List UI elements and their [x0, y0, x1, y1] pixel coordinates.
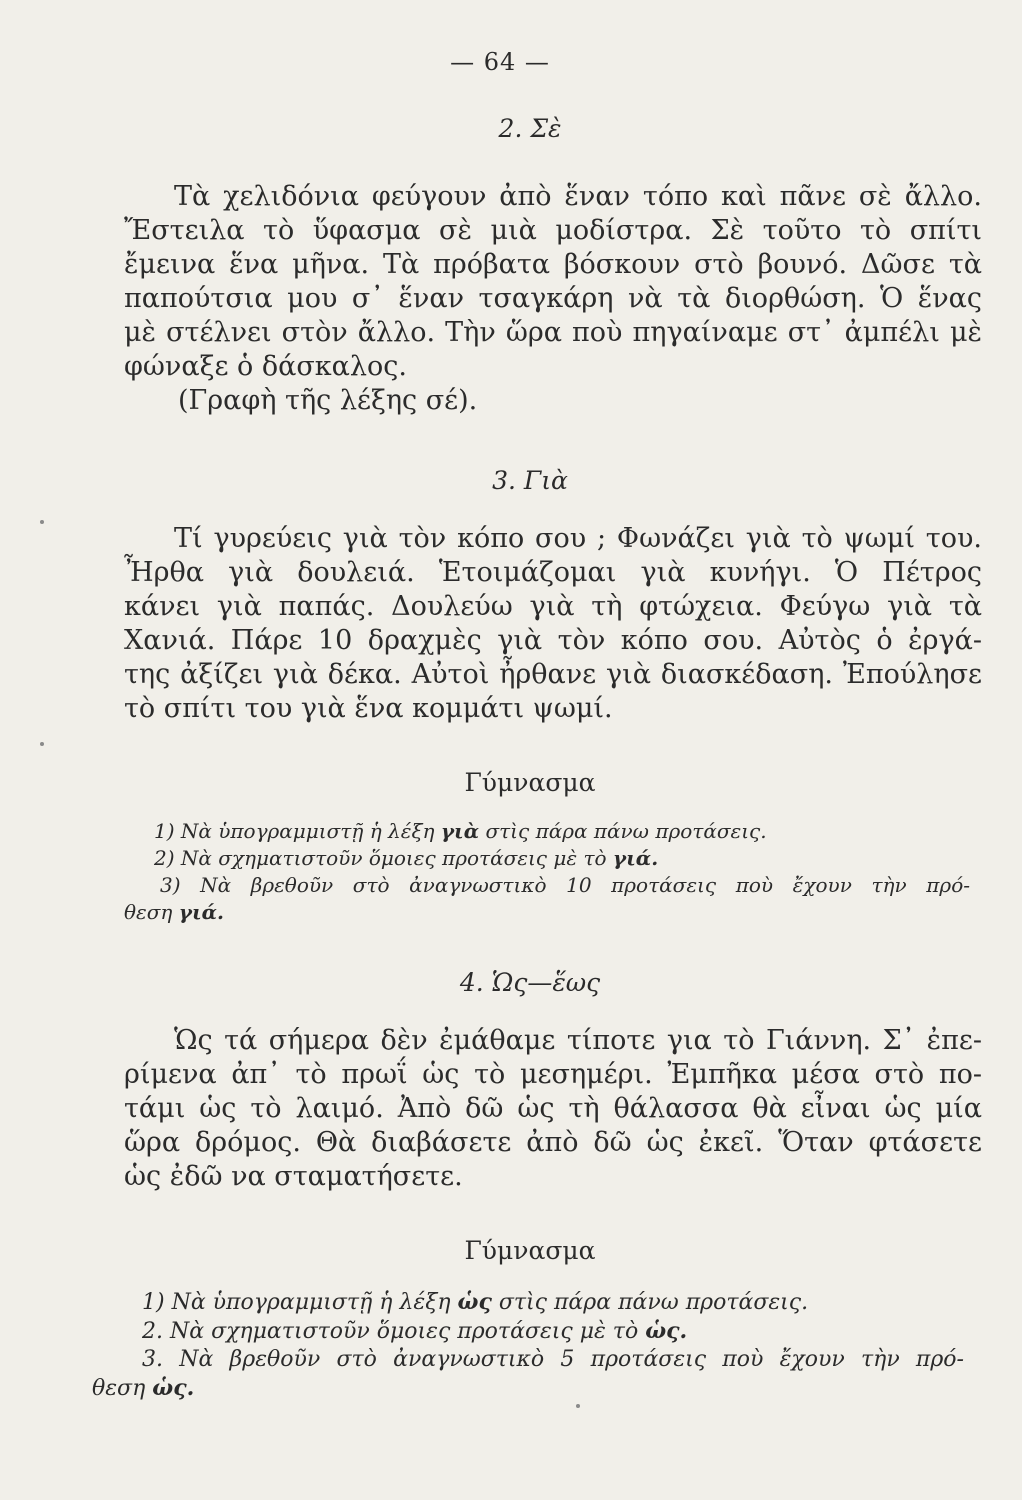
- print-speck: [576, 1404, 580, 1408]
- paragraph-line: ὥρα δρόμος. Θὰ διαβάσετε ἀπὸ δῶ ὡς ἐκεῖ. Ὅταν φτάσετε: [124, 1127, 982, 1158]
- page-number: — 64 —: [450, 48, 550, 76]
- exercise-2-heading: Γύμνασμα: [464, 1236, 596, 1265]
- paragraph-line: ὡς ἐδῶ να σταματήσετε.: [124, 1161, 463, 1192]
- section-2-caption: (Γραφὴ τῆς λέξης σέ).: [178, 385, 478, 416]
- exercise-item: 3. Νὰ βρεθοῦν στὸ ἀναγνωστικὸ 5 προτάσεις ποὺ ἔχουν τὴν πρό-: [142, 1347, 964, 1372]
- paragraph-line: Τὰ χελιδόνια φεύγουν ἀπὸ ἕναν τόπο καὶ πᾶνε σὲ ἄλλο.: [174, 181, 982, 212]
- paragraph-line: Ἦρθα γιὰ δουλειά. Ἑτοιμάζομαι γιὰ κυνήγι. Ὁ Πέτρος: [124, 557, 982, 588]
- exercise-item: 2. Νὰ σχηματιστοῦν ὅμοιες προτάσεις μὲ τὸ ὡς.: [142, 1318, 688, 1344]
- exercise-1-list: [124, 818, 970, 926]
- section-2-heading: 2. Σὲ: [498, 114, 562, 143]
- exercise-item: 1) Νὰ ὑπογραμμιστῇ ἡ λέξη γιὰ στὶς πάρα πάνω προτάσεις.: [154, 819, 767, 843]
- paragraph-line: παπούτσια μου σ᾽ ἕναν τσαγκάρη νὰ τὰ διορθώση. Ὁ ἕνας: [124, 283, 982, 314]
- exercise-2-list: [92, 1288, 964, 1403]
- paragraph-line: Χανιά. Πάρε 10 δραχμὲς γιὰ τὸν κόπο σου. Αὐτὸς ὁ ἐργά-: [124, 625, 982, 656]
- paragraph-line: Ἔστειλα τὸ ὕφασμα σὲ μιὰ μοδίστρα. Σὲ τοῦτο τὸ σπίτι: [124, 215, 982, 246]
- paragraph-line: ρίμενα ἀπ᾽ τὸ πρωΐ ὡς τὸ μεσημέρι. Ἐμπῆκα μέσα στὸ πο-: [124, 1059, 982, 1090]
- paragraph-line: της ἀξίζει γιὰ δέκα. Αὐτοὶ ἦρθανε γιὰ διασκέδαση. Ἐπούλησε: [124, 659, 982, 690]
- paragraph-line: ἔμεινα ἕνα μῆνα. Τὰ πρόβατα βόσκουν στὸ βουνό. Δῶσε τὰ: [124, 249, 982, 280]
- print-speck: [40, 520, 44, 524]
- paragraph-line: μὲ στέλνει στὸν ἄλλο. Τὴν ὥρα ποὺ πηγαίναμε στ᾽ ἀμπέλι μὲ: [124, 317, 982, 348]
- section-3-heading: 3. Γιὰ: [492, 466, 568, 495]
- exercise-item-continuation: θεση γιά.: [124, 900, 225, 924]
- exercise-item-continuation: θεση ὡς.: [92, 1375, 195, 1401]
- exercise-item: 2) Νὰ σχηματιστοῦν ὅμοιες προτάσεις μὲ τὸ γιά.: [154, 846, 659, 870]
- paragraph-line: Ὡς τά σήμερα δὲν ἐμάθαμε τίποτε για τὸ Γιάννη. Σ᾽ ἐπε-: [174, 1025, 982, 1056]
- paragraph-line: κάνει γιὰ παπάς. Δουλεύω γιὰ τὴ φτώχεια. Φεύγω γιὰ τὰ: [124, 591, 982, 622]
- paragraph-line: τάμι ὡς τὸ λαιμό. Ἀπὸ δῶ ὡς τὴ θάλασσα θὰ εἶναι ὡς μία: [124, 1093, 982, 1124]
- section-3-paragraph: [124, 522, 982, 726]
- section-4-heading: 4. Ὡς—ἕως: [459, 968, 601, 997]
- exercise-item: 3) Νὰ βρεθοῦν στὸ ἀναγνωστικὸ 10 προτάσεις ποὺ ἔχουν τὴν πρό-: [160, 873, 970, 897]
- paragraph-line: τὸ σπίτι του γιὰ ἕνα κομμάτι ψωμί.: [124, 693, 613, 724]
- section-4-paragraph: [124, 1024, 982, 1194]
- paragraph-line: Τί γυρεύεις γιὰ τὸν κόπο σου ; Φωνάζει γιὰ τὸ ψωμί του.: [174, 523, 982, 554]
- section-2-paragraph: [124, 180, 982, 418]
- exercise-1-heading: Γύμνασμα: [464, 768, 596, 797]
- print-speck: [40, 742, 44, 746]
- paragraph-line: φώναξε ὁ δάσκαλος.: [124, 351, 407, 382]
- exercise-item: 1) Νὰ ὑπογραμμιστῇ ἡ λέξη ὡς στὶς πάρα πάνω προτάσεις.: [142, 1289, 809, 1315]
